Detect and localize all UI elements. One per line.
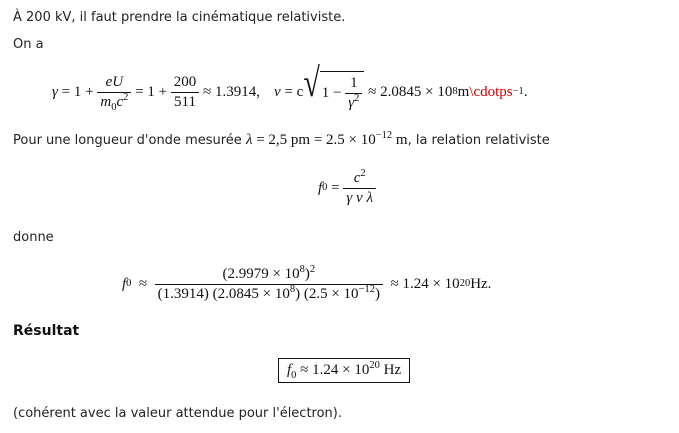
denominator <box>97 92 131 112</box>
numerator: 1 <box>350 75 358 92</box>
den-sup: 2 <box>123 91 129 103</box>
math-rendered: = 2,5 pm = 2.5 × 10 <box>252 132 376 148</box>
f-symbol: f <box>318 179 323 196</box>
numerator: eU <box>105 73 124 90</box>
unrendered-macro: \cdotps <box>469 83 513 100</box>
den-m: m <box>100 93 112 110</box>
equation-f0-formula: f 0 = $\frac{c^2}{\text{γ v λ}}$ <box>318 160 376 216</box>
f-sub: 0 <box>291 370 297 381</box>
den-c: c <box>116 93 124 110</box>
box-exp: 20 <box>369 360 380 371</box>
num-c: c <box>353 169 361 186</box>
denominator: 511 <box>171 92 200 112</box>
math-tail: m <box>392 132 408 148</box>
fraction-c2-gvl <box>343 169 376 208</box>
fraction-200-511 <box>171 73 200 112</box>
den-sup: 2 <box>354 93 360 104</box>
num-text: (2.9979 × 10 <box>222 265 300 282</box>
eq-text: = c <box>284 83 304 100</box>
lambda-paragraph <box>13 132 550 149</box>
den-gamma: γ <box>348 95 355 111</box>
on-a-text: On a <box>13 37 44 52</box>
num-exp: 8 <box>299 263 305 275</box>
f-symbol: f <box>122 275 127 292</box>
radical-icon: √ <box>303 61 320 106</box>
num-close: ) <box>304 265 310 282</box>
denominator <box>155 284 383 304</box>
eq-text: = <box>331 179 340 196</box>
den-b-exp: −12 <box>358 283 375 295</box>
den-c: ) <box>374 285 380 302</box>
den-a-exp: 8 <box>289 283 296 295</box>
gamma-value: ≈ 1.3914, <box>203 83 261 100</box>
equation-gamma-velocity: γ = 1 + $\frac{eU}{m_0c^2}$ = 1 + $\frac{200}{511}$ ≈ 1.3914, v = c √ 1 − $\frac{1}{\gamma^2}$ ≈ 2.0845 × 10 8 m \cdotps −1 . <box>52 66 528 118</box>
velocity-value: ≈ 2.0845 × 10 <box>368 83 453 100</box>
gamma-symbol: γ <box>52 83 58 100</box>
denominator <box>345 93 362 113</box>
intro-text: À 200 kV, il faut prendre la cinématique relativiste. <box>13 10 346 25</box>
numerator <box>155 265 383 284</box>
numerator <box>343 169 376 188</box>
text: Pour une longueur d'onde mesurée <box>13 133 246 148</box>
result-text: ≈ 1.24 × 10 <box>390 275 460 292</box>
text: , la relation relativiste <box>407 133 550 148</box>
fraction-numeric <box>155 265 383 304</box>
math-exp: −12 <box>375 130 393 141</box>
numerator: 200 <box>173 73 197 90</box>
equation-f0-numeric: f 0 ≈ $\frac{(2.9979 \times 10^8)^2}{(1.3914) (2.0845 \times 10^8) (2.5 \times 10^{-12})}$ ≈ 1.24 × 10 20 Hz. <box>122 263 492 302</box>
fraction-1-gamma2 <box>345 74 362 113</box>
f-symbol: f <box>287 362 292 378</box>
lambda-math: λ = 2,5 pm = $2.5 \times 10^{-12}$ m <box>245 130 408 148</box>
eq-text: = 1 + <box>135 83 168 100</box>
den-sub: 0 <box>111 101 117 113</box>
footer-text: (cohérent avec la valeur attendue pour l'électron). <box>13 406 343 421</box>
period: . <box>523 83 528 100</box>
unit-m: m <box>457 83 470 100</box>
v-symbol: v <box>274 83 281 100</box>
result-box <box>278 358 410 383</box>
square-root <box>303 61 364 113</box>
num-sup: 2 <box>360 167 366 179</box>
num-sup: 2 <box>309 263 316 275</box>
den-a: (1.3914) (2.0845 × 10 <box>157 285 290 302</box>
box-text: ≈ 1.24 × 10 <box>300 362 370 378</box>
result-unit: Hz. <box>470 275 492 292</box>
denominator: γ v λ <box>343 188 376 208</box>
resultat-heading: Résultat <box>13 323 80 339</box>
sqrt-term: 1 − <box>321 85 342 101</box>
fraction-eU-m0c2 <box>97 73 131 112</box>
box-unit: Hz <box>379 362 402 378</box>
boxed-result <box>278 358 410 383</box>
eq-text: = 1 + <box>61 83 94 100</box>
den-b: ) (2.5 × 10 <box>295 285 359 302</box>
approx: ≈ <box>138 275 148 292</box>
donne-text: donne <box>13 230 54 245</box>
